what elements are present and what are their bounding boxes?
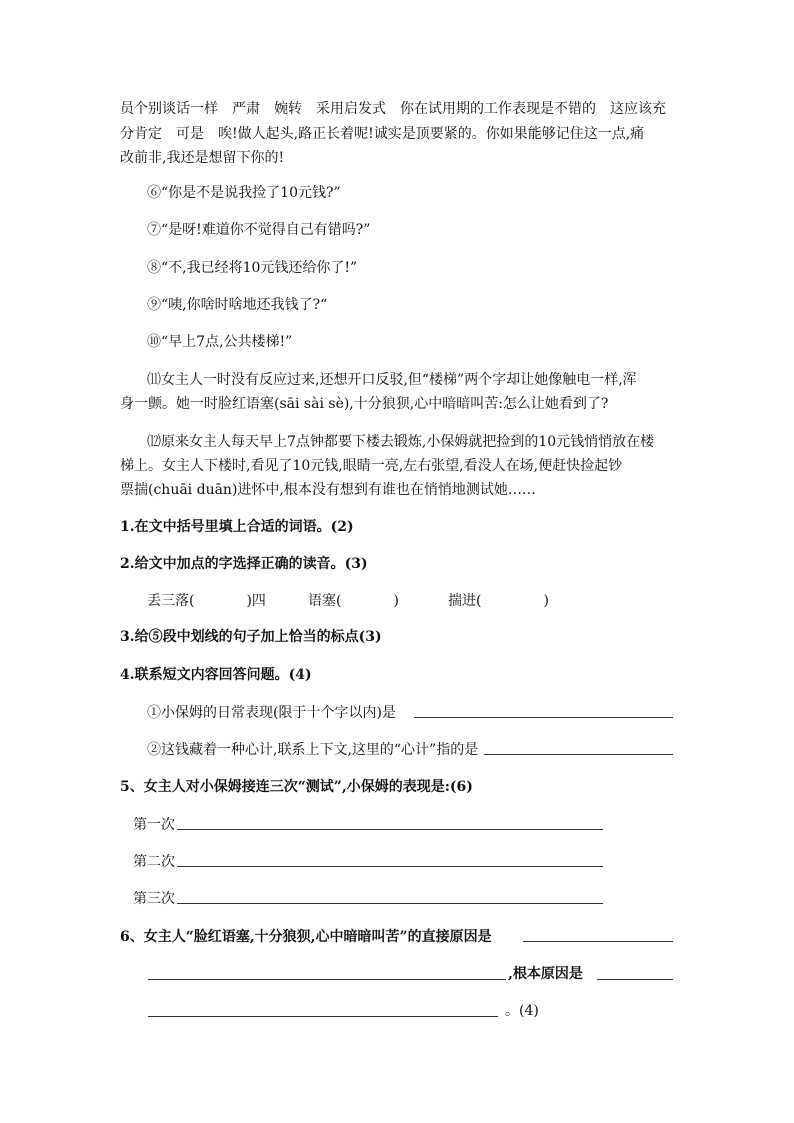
question-4: 4.联系短文内容回答问题。(4) xyxy=(120,667,312,683)
item-a: 丢三落( xyxy=(147,593,195,609)
question-4-sub1 xyxy=(147,703,396,723)
answer-blank[interactable] xyxy=(177,852,603,867)
question-6: 6、女主人“脸红语塞,十分狼狈,心中暗暗叫苦”的直接原因是 xyxy=(120,929,492,945)
answer-blank[interactable] xyxy=(148,1002,498,1017)
item-a-end: )四 xyxy=(246,593,266,609)
answer-blank[interactable] xyxy=(177,815,603,830)
item-b: 语塞( xyxy=(308,593,342,609)
question-3: 3.给⑤段中划线的句子加上恰当的标点(3) xyxy=(120,629,382,645)
question-2: 2.给文中加点的字选择正确的读音。(3) xyxy=(120,556,368,572)
question-1: 1.在文中括号里填上合适的词语。(2) xyxy=(120,519,354,535)
dialogue-line: ⑩“早上7点,公共楼梯!” xyxy=(147,334,293,350)
answer-blank[interactable] xyxy=(597,965,673,980)
pronunciation-item xyxy=(308,591,399,611)
item-c-end: ) xyxy=(543,593,549,609)
text-run: 分肯定 xyxy=(120,126,162,142)
text-run: 你在试用期的工作表现是不错的 xyxy=(400,101,596,117)
dialogue-line: ⑦“是呀!难道你不觉得自己有错吗?” xyxy=(147,222,371,238)
text-run: 婉转 xyxy=(274,101,302,117)
item-c: 揣进( xyxy=(448,593,482,609)
text-run: 员个别谈话一样 xyxy=(120,101,218,117)
paragraph-line xyxy=(120,124,644,144)
text-run: 唉!做人起头,路正长着呢!诚实是顶要紧的。你如果能够记住这一点,痛 xyxy=(218,126,645,142)
question-4-sub2 xyxy=(147,740,478,760)
answer-blank[interactable] xyxy=(414,703,673,718)
answer-blank[interactable] xyxy=(523,927,673,942)
sub-question-text: ①小保姆的日常表现(限于十个字以内)是 xyxy=(147,705,396,721)
dialogue-line: ⑧“不,我已经将10元钱还给你了!” xyxy=(147,260,358,276)
pronunciation-item xyxy=(448,591,549,611)
paragraph-line: 改前非,我还是想留下你的! xyxy=(120,150,285,166)
dialogue-line: ⑥“你是不是说我捡了10元钱?” xyxy=(147,185,341,201)
paragraph-line: ⑿原来女主人每天早上7点钟都要下楼去锻炼,小保姆就把捡到的10元钱悄悄放在楼 xyxy=(147,434,655,450)
text-run: 采用启发式 xyxy=(316,101,386,117)
paragraph-line xyxy=(120,99,666,119)
paragraph-line: 票揣(chuāi duān)进怀中,根本没有想到有谁也在悄悄地测试她…… xyxy=(120,482,536,498)
question-6-end: 。(4) xyxy=(505,1003,539,1019)
paragraph-line: 梯上。女主人下楼时,看见了10元钱,眼睛一亮,左右张望,看没人在场,便赶快捡起钞 xyxy=(120,458,623,474)
sub-question-text: ②这钱藏着一种心计,联系上下文,这里的“心计”指的是 xyxy=(147,742,479,758)
dialogue-line: ⑨“咦,你啥时啥地还我钱了?“ xyxy=(147,297,328,313)
question-5: 5、女主人对小保姆接连三次“测试”,小保姆的表现是:(6) xyxy=(120,779,473,795)
text-run: 这应该充 xyxy=(610,101,666,117)
attempt-label: 第一次 xyxy=(133,817,175,833)
text-run: 可是 xyxy=(176,126,204,142)
attempt-label: 第二次 xyxy=(133,854,175,870)
pronunciation-item xyxy=(147,591,266,611)
paragraph-line: ⑾女主人一时没有反应过来,还想开口反驳,但“楼梯”两个字却让她像触电一样,浑 xyxy=(147,372,637,388)
question-6-mid: ,根本原因是 xyxy=(508,966,583,982)
paragraph-line: 身一颤。她一时脸红语塞(sāi sài sè),十分狼狈,心中暗暗叫苦:怎么让她看到了? xyxy=(120,396,609,412)
attempt-label: 第三次 xyxy=(133,891,175,907)
answer-blank[interactable] xyxy=(177,889,603,904)
text-run: 严肃 xyxy=(232,101,260,117)
answer-blank[interactable] xyxy=(484,740,673,755)
item-b-end: ) xyxy=(393,593,399,609)
answer-blank[interactable] xyxy=(148,965,506,980)
